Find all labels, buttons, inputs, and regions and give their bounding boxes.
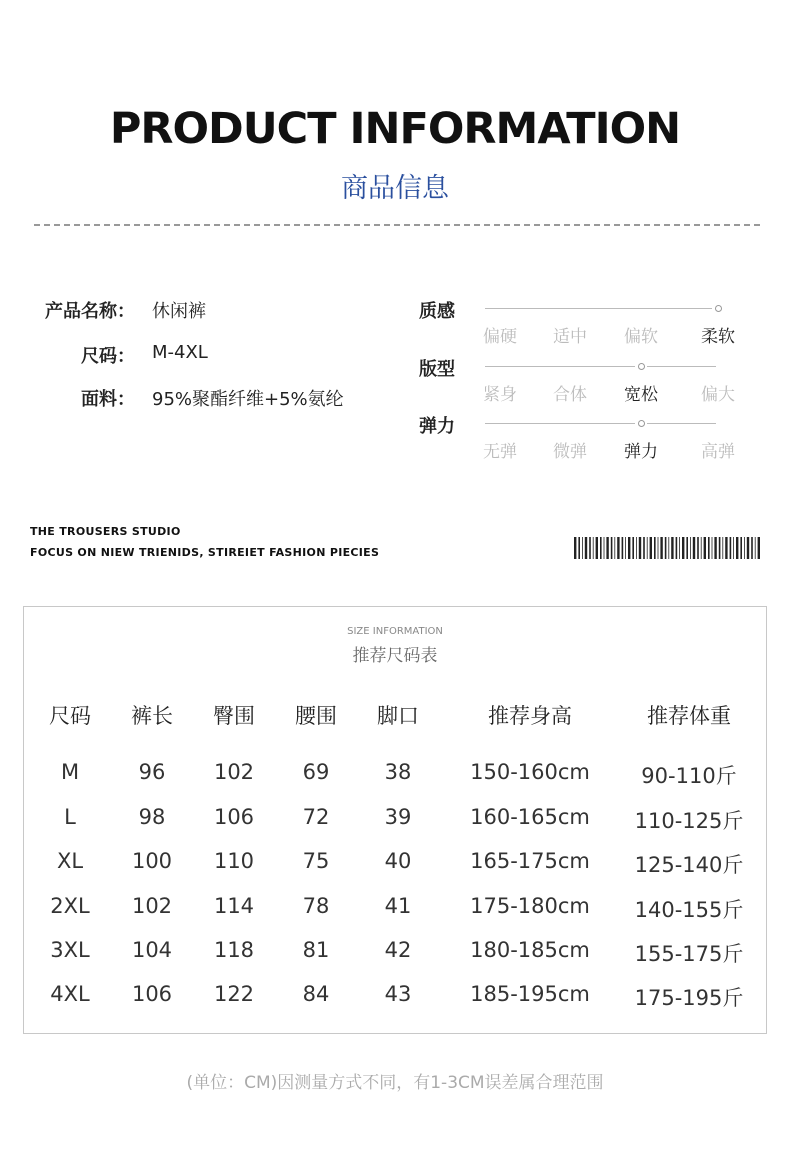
barcode-bar: [719, 537, 721, 559]
scale-option: 柔软: [701, 327, 735, 347]
column-header: 推荐体重: [647, 704, 731, 728]
scale-option: 微弹: [553, 442, 587, 462]
spec-value: 95%聚酯纤维+5%氨纶: [152, 389, 344, 410]
studio-title: THE TROUSERS STUDIO: [30, 525, 181, 538]
barcode-bar: [600, 537, 602, 559]
barcode-bar: [639, 537, 641, 559]
barcode-bar: [736, 537, 738, 559]
scale-track: [647, 423, 716, 424]
barcode-bar: [665, 537, 667, 559]
barcode-bar: [660, 537, 662, 559]
barcode-bar: [578, 537, 580, 559]
barcode-bar: [596, 537, 598, 559]
table-cell: 102: [213, 760, 255, 784]
table-cell: 42: [384, 938, 412, 962]
scale-option: 偏软: [624, 327, 658, 347]
measurement-footnote: (单位：CM)因测量方式不同，有1-3CM误差属合理范围: [186, 1073, 604, 1093]
table-cell: L: [64, 805, 76, 829]
barcode-bar: [593, 537, 594, 559]
barcode-bar: [654, 537, 656, 559]
studio-tagline: FOCUS ON NIEW TRIENIDS, STIREIET FASHION PIECIES: [30, 546, 380, 559]
scale-option: 适中: [553, 327, 587, 347]
column-header: 推荐身高: [488, 704, 572, 728]
barcode-bar: [747, 537, 749, 559]
scale-option: 弹力: [624, 442, 658, 462]
table-cell: 4XL: [50, 982, 90, 1006]
table-cell: 125-140斤: [634, 853, 744, 877]
barcode-bar: [622, 537, 624, 559]
barcode-bar: [632, 537, 634, 559]
barcode-bar: [697, 537, 699, 559]
barcode-bar: [733, 537, 734, 559]
table-cell: 106: [131, 982, 173, 1006]
barcode-bar: [668, 537, 669, 559]
table-cell: 41: [384, 894, 412, 918]
barcode-bar: [650, 537, 652, 559]
barcode-bar: [625, 537, 626, 559]
table-cell: 43: [384, 982, 412, 1006]
barcode-bar: [606, 537, 608, 559]
barcode-bar: [676, 537, 678, 559]
barcode-bar: [628, 537, 630, 559]
table-cell: 2XL: [50, 894, 90, 918]
scale-option: 偏硬: [483, 327, 517, 347]
table-cell: 106: [213, 805, 255, 829]
table-cell: 165-175cm: [470, 849, 590, 873]
barcode-bar: [686, 537, 688, 559]
table-cell: M: [60, 760, 80, 784]
table-cell: 72: [302, 805, 330, 829]
scale-option: 高弹: [701, 442, 735, 462]
barcode-bar: [712, 537, 713, 559]
barcode-bar: [582, 537, 583, 559]
scale-indicator-dot: [638, 363, 645, 370]
barcode-bar: [730, 537, 732, 559]
barcode-bar: [636, 537, 637, 559]
table-cell: 75: [302, 849, 330, 873]
barcode-bar: [604, 537, 605, 559]
barcode-bar: [585, 537, 587, 559]
barcode-bar: [589, 537, 591, 559]
column-header: 臀围: [213, 704, 255, 728]
table-cell: 180-185cm: [470, 938, 590, 962]
table-cell: 118: [213, 938, 255, 962]
barcode-bar: [679, 537, 680, 559]
table-cell: 38: [384, 760, 412, 784]
table-cell: 81: [302, 938, 330, 962]
barcode-bar: [751, 537, 753, 559]
barcode-bar: [658, 537, 659, 559]
scale-label: 版型: [419, 359, 455, 380]
barcode-bar: [643, 537, 645, 559]
spec-label: 尺码：: [81, 346, 135, 367]
table-cell: 100: [131, 849, 173, 873]
barcode-bar: [617, 537, 619, 559]
barcode-bar: [690, 537, 691, 559]
scale-option: 无弹: [483, 442, 517, 462]
spec-label: 面料：: [81, 389, 135, 410]
scale-label: 质感: [419, 301, 455, 322]
barcode-bar: [682, 537, 684, 559]
spec-value: M-4XL: [152, 342, 208, 363]
table-cell: 90-110斤: [641, 764, 737, 788]
table-cell: 98: [138, 805, 166, 829]
table-cell: 3XL: [50, 938, 90, 962]
barcode-bar: [704, 537, 706, 559]
barcode-bar: [740, 537, 742, 559]
barcode-bar: [714, 537, 716, 559]
scale-indicator-dot: [715, 305, 722, 312]
barcode-bar: [755, 537, 756, 559]
table-cell: 175-195斤: [634, 986, 744, 1010]
scale-label: 弹力: [419, 416, 455, 437]
table-cell: 78: [302, 894, 330, 918]
barcode-bar: [671, 537, 673, 559]
barcode-bar: [722, 537, 723, 559]
barcode-bar: [574, 537, 576, 559]
barcode-bar: [758, 537, 760, 559]
spec-label: 产品名称：: [45, 301, 135, 322]
table-cell: XL: [56, 849, 84, 873]
table-cell: 175-180cm: [470, 894, 590, 918]
table-cell: 110: [213, 849, 255, 873]
table-cell: 114: [213, 894, 255, 918]
table-cell: 140-155斤: [634, 898, 744, 922]
barcode-bar: [744, 537, 745, 559]
table-cell: 104: [131, 938, 173, 962]
table-cell: 39: [384, 805, 412, 829]
column-header: 腰围: [295, 704, 337, 728]
table-cell: 185-195cm: [470, 982, 590, 1006]
scale-track: [485, 308, 712, 309]
dashed-divider: [34, 224, 760, 226]
column-header: 裤长: [131, 704, 173, 728]
column-header: 脚口: [377, 704, 419, 728]
page-title-en: PRODUCT INFORMATION: [109, 104, 681, 154]
table-cell: 155-175斤: [634, 942, 744, 966]
size-table-title-cn: 推荐尺码表: [352, 646, 438, 666]
table-cell: 69: [302, 760, 330, 784]
scale-option: 偏大: [701, 385, 735, 405]
table-cell: 160-165cm: [470, 805, 590, 829]
scale-track: [485, 366, 635, 367]
table-cell: 110-125斤: [634, 809, 744, 833]
size-table-title-en: SIZE INFORMATION: [347, 626, 443, 637]
scale-track: [485, 423, 635, 424]
barcode-bar: [611, 537, 613, 559]
barcode-bar: [701, 537, 702, 559]
barcode-graphic: [574, 537, 760, 559]
column-header: 尺码: [49, 704, 91, 728]
barcode-bar: [725, 537, 727, 559]
barcode-bar: [614, 537, 615, 559]
scale-option: 紧身: [483, 385, 517, 405]
scale-indicator-dot: [638, 420, 645, 427]
barcode-bar: [647, 537, 648, 559]
spec-value: 休闲裤: [152, 301, 206, 322]
table-cell: 40: [384, 849, 412, 873]
table-cell: 122: [213, 982, 255, 1006]
scale-option: 宽松: [624, 385, 658, 405]
table-cell: 102: [131, 894, 173, 918]
page-title-cn: 商品信息: [341, 173, 449, 204]
scale-option: 合体: [553, 385, 587, 405]
barcode-bar: [693, 537, 695, 559]
barcode-bar: [708, 537, 710, 559]
scale-track: [647, 366, 716, 367]
table-cell: 96: [138, 760, 166, 784]
table-cell: 84: [302, 982, 330, 1006]
table-cell: 150-160cm: [470, 760, 590, 784]
